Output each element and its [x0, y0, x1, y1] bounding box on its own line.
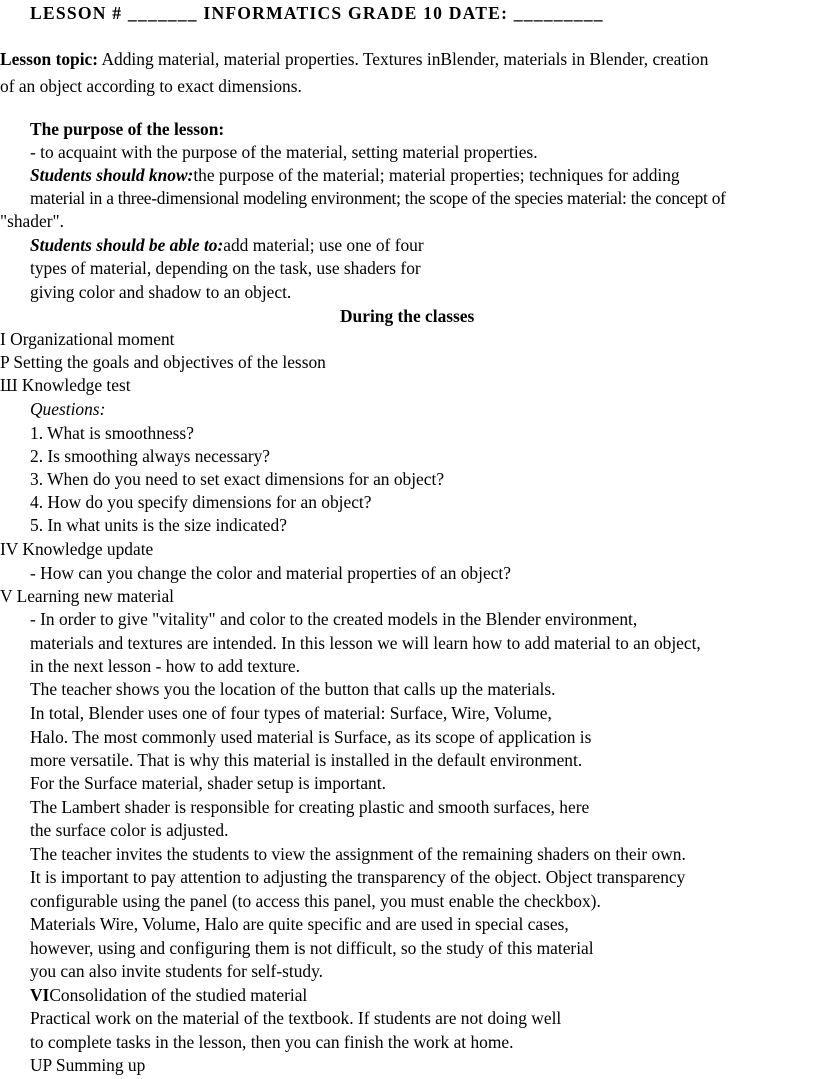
practical-line: to complete tasks in the lesson, then you can finish the work at home. [30, 1032, 514, 1052]
body-line: In total, Blender uses one of four types of material: Surface, Wire, Volume, [30, 703, 552, 723]
knowledge-update-text: - How can you change the color and material properties of an object? [30, 563, 511, 583]
questions-label: Questions: [30, 399, 106, 419]
body-line: The teacher shows you the location of the button that calls up the materials. [30, 679, 556, 699]
body-line: Materials Wire, Volume, Halo are quite specific and are used in special cases, [30, 914, 569, 934]
students-able [30, 235, 424, 256]
practical-line: Practical work on the material of the textbook. If students are not doing well [30, 1008, 562, 1028]
students-able-label: Students should be able to: [30, 235, 224, 255]
body-line: more versatile. That is why this material is installed in the default environment. [30, 750, 583, 770]
lesson-topic [0, 49, 708, 70]
students-know-label: Students should know: [30, 165, 194, 185]
body-line: The teacher invites the students to view the assignment of the remaining shaders on their own. [30, 844, 686, 864]
stage-knowledge-update: IV Knowledge update [0, 539, 154, 559]
students-able-line2: types of material, depending on the task, use shaders for [30, 258, 421, 278]
question-item: 5. In what units is the size indicated? [30, 515, 287, 535]
body-line: It is important to pay attention to adjusting the transparency of the object. Object transparency [30, 867, 686, 887]
stage-knowledge-test: Ш Knowledge test [0, 375, 131, 395]
body-line: the surface color is adjusted. [30, 820, 229, 840]
stage-learning-new: V Learning new material [0, 586, 174, 606]
body-line: however, using and configuring them is not difficult, so the study of this material [30, 938, 594, 958]
students-able-text: add material; use one of four [223, 235, 424, 255]
question-item: 1. What is smoothness? [30, 423, 194, 443]
body-line: materials and textures are intended. In this lesson we will learn how to add material to an object, [30, 633, 701, 653]
body-line: The Lambert shader is responsible for creating plastic and smooth surfaces, here [30, 797, 590, 817]
stage-consolidation [30, 985, 307, 1006]
during-classes-heading: During the classes [340, 306, 475, 326]
body-line: For the Surface material, shader setup is important. [30, 773, 386, 793]
lesson-header: LESSON # _______ INFORMATICS GRADE 10 DATE: _________ [30, 3, 604, 23]
question-item: 3. When do you need to set exact dimensions for an object? [30, 469, 445, 489]
body-line: Halo. The most commonly used material is Surface, as its scope of application is [30, 727, 592, 747]
students-know-line3: "shader". [0, 211, 64, 231]
lesson-topic-label: Lesson topic: [0, 49, 99, 69]
stage-organizational: I Organizational moment [0, 329, 175, 349]
consolidation-text: Consolidation of the studied material [49, 985, 308, 1005]
stage-goals: P Setting the goals and objectives of the lesson [0, 352, 326, 372]
students-know-line2: material in a three-dimensional modeling environment; the scope of the species material: the concept of [30, 188, 726, 208]
question-item: 2. Is smoothing always necessary? [30, 446, 271, 466]
students-know [30, 165, 680, 186]
body-line: you can also invite students for self-study. [30, 961, 324, 981]
consolidation-number: VI [30, 985, 50, 1005]
students-know-text: the purpose of the material; material properties; techniques for adding [193, 165, 680, 185]
stage-summing-up: UP Summing up [30, 1055, 146, 1075]
body-line: configurable using the panel (to access this panel, you must enable the checkbox). [30, 891, 601, 911]
purpose-heading: The purpose of the lesson: [30, 119, 225, 139]
body-line: in the next lesson - how to add texture. [30, 656, 300, 676]
body-line: - In order to give "vitality" and color to the created models in the Blender environment, [30, 609, 638, 629]
purpose-text: - to acquaint with the purpose of the material, setting material properties. [30, 142, 538, 162]
students-able-line3: giving color and shadow to an object. [30, 282, 292, 302]
question-item: 4. How do you specify dimensions for an object? [30, 492, 372, 512]
lesson-topic-text: Adding material, material properties. Textures inBlender, materials in Blender, creation [98, 49, 709, 69]
lesson-topic-continued: of an object according to exact dimensions. [0, 76, 302, 96]
